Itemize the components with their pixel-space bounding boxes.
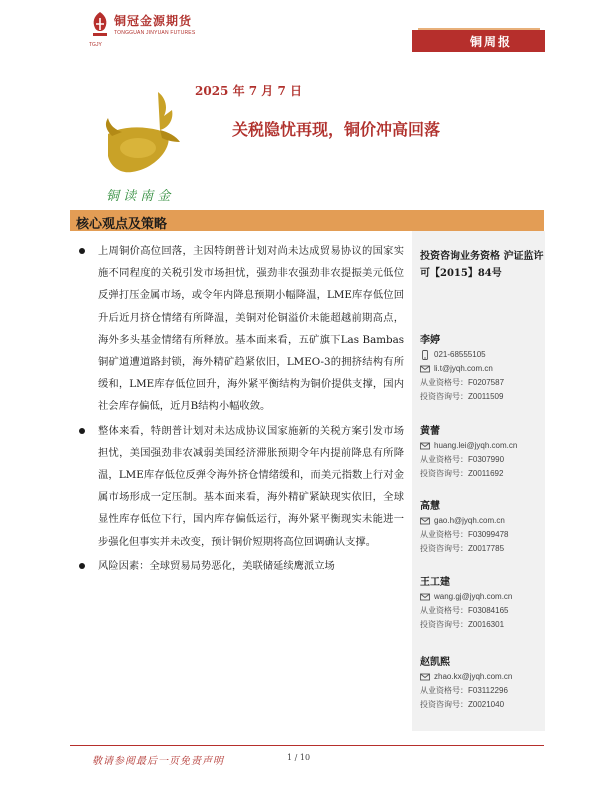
analyst-card bbox=[420, 656, 544, 712]
footer-divider bbox=[70, 745, 544, 746]
report-title: 关税隐忧再现，铜价冲高回落 bbox=[232, 120, 441, 139]
emblem-caption: 铜 读 南 金 bbox=[106, 189, 171, 204]
conclusion-text: 整体来看，特朗普计划对未达成协议国家施新的关税方案引发市场担忧，美国强劲非农减弱美国经济滞胀预期令年内提前降息有所降温，LME库存低位反弹令海外挤仓情绪缓和，而美元指数上行对金属市场形成一定压制。基本面来看，海外精矿紧缺现实依旧，全球显性库存低位下行，国内库存偏低运行，海外紧平衡现实未能进一步强化但事实并未改变，预计铜价短期将高位回调确认支撑。 bbox=[98, 424, 404, 548]
bullet-icon bbox=[79, 428, 85, 434]
email-icon bbox=[420, 672, 430, 682]
conclusion-paragraph bbox=[78, 420, 404, 553]
analyst-email: wang.gj@jyqh.com.cn bbox=[420, 590, 544, 604]
analyst-email: li.t@jyqh.com.cn bbox=[420, 362, 544, 376]
report-date: 2025 年 7 月 7 日 bbox=[195, 84, 302, 98]
page-number: 1 / 10 bbox=[287, 753, 311, 762]
analyst-name: 赵凯熙 bbox=[420, 657, 450, 668]
analyst-name: 高慧 bbox=[420, 501, 440, 512]
company-name-cn: 铜冠金源期货 bbox=[114, 14, 193, 28]
phone-icon bbox=[420, 350, 430, 360]
logo-mark-icon bbox=[88, 10, 112, 40]
analyst-name: 王工建 bbox=[420, 577, 450, 588]
analyst-card bbox=[420, 425, 544, 481]
company-logo bbox=[88, 8, 198, 50]
analyst-invest: 投资咨询号： Z0017785 bbox=[420, 544, 505, 553]
analyst-email: gao.h@jyqh.com.cn bbox=[420, 514, 544, 528]
analyst-email: huang.lei@jyqh.com.cn bbox=[420, 439, 544, 453]
bull-emblem-icon bbox=[98, 86, 192, 208]
analyst-name: 李婷 bbox=[420, 335, 440, 346]
email-icon bbox=[420, 441, 430, 451]
main-content bbox=[78, 240, 404, 577]
section-title: 核心观点及策略 bbox=[76, 217, 168, 232]
summary-paragraph bbox=[78, 240, 404, 418]
analyst-card bbox=[420, 576, 544, 632]
risk-text: 风险因素：全球贸易局势恶化，美联储延续鹰派立场 bbox=[98, 559, 335, 572]
company-sub: TGJY bbox=[89, 42, 102, 48]
email-icon bbox=[420, 516, 430, 526]
analyst-card bbox=[420, 500, 544, 556]
bullet-icon bbox=[79, 563, 85, 569]
analyst-email: zhao.kx@jyqh.com.cn bbox=[420, 670, 544, 684]
analyst-qual: 从业资格号： F03112296 bbox=[420, 686, 508, 695]
analyst-invest: 投资咨询号： Z0011509 bbox=[420, 392, 504, 401]
analyst-qual: 从业资格号： F0307990 bbox=[420, 455, 505, 464]
analyst-phone: 021-68555105 bbox=[420, 348, 544, 362]
analyst-qual: 从业资格号： F03099478 bbox=[420, 530, 509, 539]
analyst-name: 黄蕾 bbox=[420, 426, 440, 437]
license-info: 投资咨询业务资格 沪证监许可【2015】84号 bbox=[420, 251, 544, 279]
email-icon bbox=[420, 592, 430, 602]
email-icon bbox=[420, 364, 430, 374]
analyst-card bbox=[420, 334, 544, 404]
analyst-qual: 从业资格号： F0207587 bbox=[420, 378, 505, 387]
risk-paragraph bbox=[78, 555, 404, 577]
report-type-label: 铜周报 bbox=[470, 35, 513, 49]
analyst-invest: 投资咨询号： Z0011692 bbox=[420, 469, 504, 478]
bullet-icon bbox=[79, 248, 85, 254]
analyst-invest: 投资咨询号： Z0016301 bbox=[420, 620, 505, 629]
summary-text: 上周铜价高位回落，主因特朗普计划对尚未达成贸易协议的国家实施不同程度的关税引发市场担忧，强劲非农强劲非农提振美元低位反弹打压金属市场，或令年内降息预期小幅降温，LME库存低位回升后近月挤仓情绪有所降温，美铜对伦铜溢价未能超越前期高点，海外多头基金情绪有所释放。基本面来看，五矿旗下Las Bambas铜矿道遭道路封锁，海外精矿趋紧依旧，LMEO-3的拥挤结构有所缓和，LME库存低位回升，海外紧平衡结构为铜价提供支撑，国内社会库存偏低，近月B结构小幅收敛。 bbox=[98, 245, 404, 413]
disclaimer-note: 敬请参阅最后一页免责声明 bbox=[92, 756, 224, 767]
analyst-invest: 投资咨询号： Z0021040 bbox=[420, 700, 505, 709]
analyst-qual: 从业资格号： F03084165 bbox=[420, 606, 509, 615]
company-name-en: TONGGUAN JINYUAN FUTURES bbox=[114, 30, 196, 36]
